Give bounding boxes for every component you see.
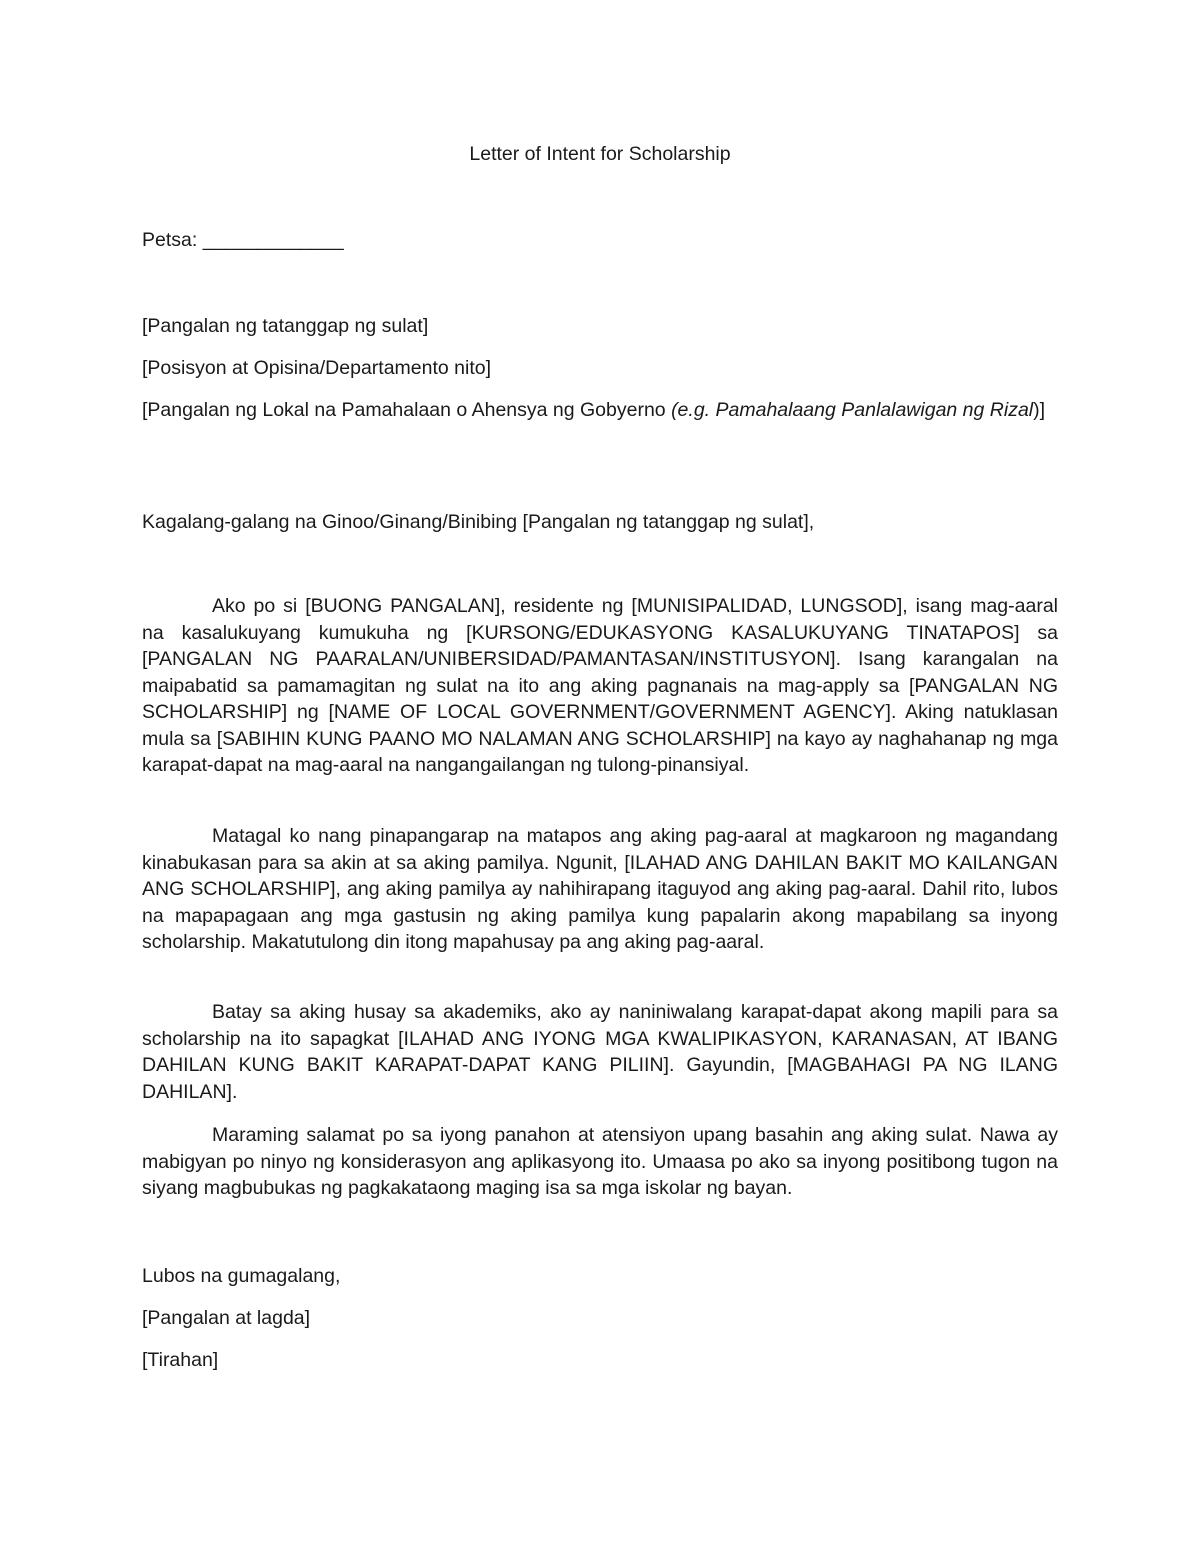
date-line: Petsa: _____________ [142, 229, 344, 251]
body-paragraph-3: Batay sa aking husay sa akademiks, ako ay naniniwalang karapat-dapat akong mapili para sa scholarship na ito sapagkat [ILAHAD ANG IYONG MGA KWALIPIKASYON, KARANASAN, AT IBANG DAHILAN KUNG BAKIT KARAPAT-DAPAT KANG PILIIN]. Gayundin, [MAGBAHAGI PA NG ILANG DAHILAN]. [142, 1001, 1058, 1103]
signature-placeholder: [Pangalan at lagda] [142, 1307, 311, 1329]
body-paragraph-1: Ako po si [BUONG PANGALAN], residente ng [MUNISIPALIDAD, LUNGSOD], isang mag-aaral na kasalukuyang kumukuha ng [KURSONG/EDUKASYONG KASALUKUYANG TINATAPOS] sa [PANGALAN NG PAARALAN/UNIBERSIDAD/PAMANTASAN/INSTITUSYON]. Isang karangalan na maipabatid sa pamamagitan ng sulat na ito ang aking pagnanais na mag-apply sa [PANGALAN NG SCHOLARSHIP] ng [NAME OF LOCAL GOVERNMENT/GOVERNMENT AGENCY]. Aking natuklasan mula sa [SABIHIN KUNG PAANO MO NALAMAN ANG SCHOLARSHIP] na kayo ay naghahanap ng mga karapat-dapat na mag-aaral na nangangailangan ng tulong-pinansiyal. [142, 595, 1058, 776]
salutation: Kagalang-galang na Ginoo/Ginang/Binibing [Pangalan ng tatanggap ng sulat], [142, 511, 815, 533]
recipient-agency [142, 397, 1058, 424]
document-title: Letter of Intent for Scholarship [469, 143, 731, 165]
recipient-agency-suffix: )] [1033, 399, 1046, 421]
body-paragraph-2: Matagal ko nang pinapangarap na matapos ang aking pag-aaral at magkaroon ng magandang kinabukasan para sa akin at sa aking pamilya. Ngunit, [ILAHAD ANG DAHILAN BAKIT MO KAILANGAN ANG SCHOLARSHIP], ang aking pamilya ay nahihirapang itaguyod ang aking pag-aaral. Dahil rito, lubos na mapapagaan ang mga gastusin ng aking pamilya kung papalarin akong mapabilang sa inyong scholarship. Makatutulong din itong mapahusay pa ang aking pag-aaral. [142, 825, 1058, 953]
address-placeholder: [Tirahan] [142, 1349, 219, 1371]
closing: Lubos na gumagalang, [142, 1265, 341, 1287]
recipient-agency-prefix: [Pangalan ng Lokal na Pamahalaan o Ahensya ng Gobyerno [142, 399, 672, 421]
recipient-agency-example: (e.g. Pamahalaang Panlalawigan ng Rizal [671, 399, 1034, 421]
recipient-position: [Posisyon at Opisina/Departamento nito] [142, 357, 492, 379]
recipient-name: [Pangalan ng tatanggap ng sulat] [142, 315, 429, 337]
body-paragraph-4: Maraming salamat po sa iyong panahon at atensiyon upang basahin ang aking sulat. Nawa ay mabigyan po ninyo ng konsiderasyon ang aplikasyong ito. Umaasa po ako sa inyong positibong tugon na siyang magbubukas ng pagkakataong maging isa sa mga iskolar ng bayan. [142, 1124, 1058, 1199]
